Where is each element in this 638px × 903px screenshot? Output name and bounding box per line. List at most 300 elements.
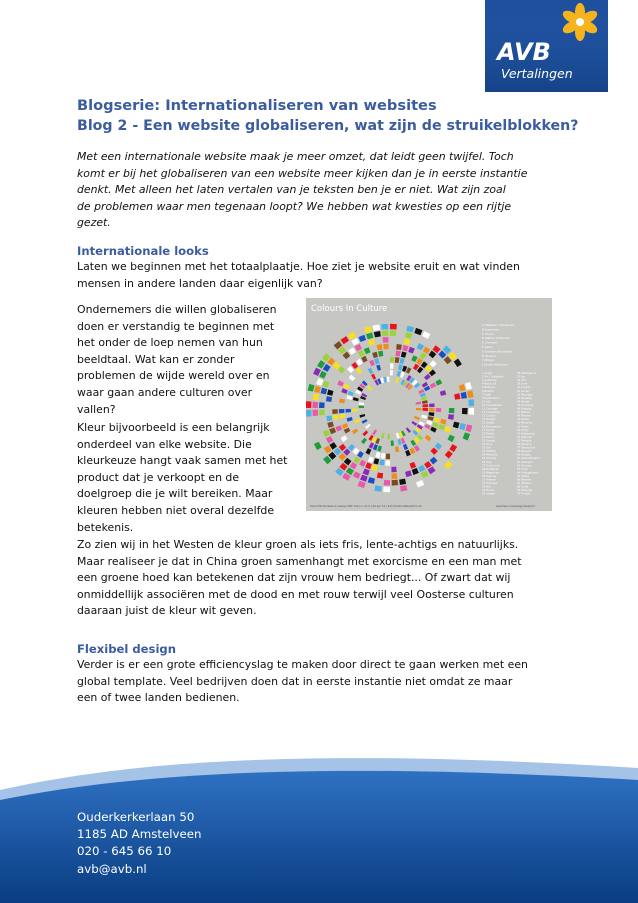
wheel-segment xyxy=(322,381,329,388)
wheel-segment xyxy=(448,435,455,442)
wheel-segment xyxy=(313,394,319,401)
wheel-segment xyxy=(395,446,399,452)
wheel-segment xyxy=(314,442,322,450)
wheel-segment xyxy=(432,345,440,353)
legend-entry: 18 Desire xyxy=(482,432,495,436)
footer-contact xyxy=(77,809,202,878)
wheel-segment xyxy=(426,420,432,425)
legend-entry: 29 Happiness xyxy=(482,471,500,475)
wheel-segment xyxy=(339,414,345,419)
wheel-segment xyxy=(371,374,376,380)
wheel-segment xyxy=(424,374,431,380)
legend-entry: 41 Luxury xyxy=(517,389,530,393)
wheel-segment xyxy=(343,383,350,389)
wheel-segment xyxy=(402,366,407,372)
wheel-segment xyxy=(374,331,381,337)
wheel-segment xyxy=(344,428,351,434)
wheel-segment xyxy=(430,427,437,433)
legend-entry: 55 Reliable xyxy=(517,439,532,443)
wheel-segment xyxy=(391,440,394,446)
wheel-segment xyxy=(358,350,365,357)
wheel-segment xyxy=(435,379,442,385)
wheel-segment xyxy=(400,372,405,378)
wheel-segment xyxy=(306,410,312,417)
figure-footer-left: David McCandless & Always With Honor | v1.0 | 04 Apr 10 | InformationIsBeautiful.net xyxy=(310,505,422,508)
wheel-segment xyxy=(329,442,337,450)
wheel-segment xyxy=(372,352,378,358)
wheel-segment xyxy=(319,402,325,408)
wheel-segment xyxy=(348,332,356,340)
wheel-segment xyxy=(410,462,417,469)
wheel-segment xyxy=(319,371,327,379)
wheel-segment xyxy=(429,360,436,367)
legend-entry: 46 Mystery xyxy=(517,407,532,411)
wheel-segment xyxy=(392,473,398,479)
wheel-segment xyxy=(422,408,428,411)
wheel-segment xyxy=(444,426,451,433)
wheel-segment xyxy=(358,335,366,342)
legend-entry: 51 Power xyxy=(517,425,529,429)
wheel-segment xyxy=(314,386,321,393)
wheel-segment xyxy=(429,408,435,412)
wheel-segment xyxy=(368,368,374,374)
wheel-segment xyxy=(425,435,432,441)
legend-entry: A Western / American xyxy=(482,323,515,327)
wheel-segment xyxy=(396,344,402,350)
wheel-segment xyxy=(440,419,446,425)
wheel-segment xyxy=(344,458,352,466)
wheel-segment xyxy=(306,401,311,408)
wheel-segment xyxy=(461,392,467,399)
wheel-segment xyxy=(454,359,462,368)
legend-entry: 34 Illness xyxy=(482,489,495,493)
wheel-segment xyxy=(361,356,367,363)
legend-entry: 9 Cold xyxy=(482,400,491,404)
legend-entry: 30 Healing xyxy=(482,474,496,478)
wheel-segment xyxy=(401,351,407,357)
wheel-segment xyxy=(449,444,457,452)
legend-entry: I African xyxy=(482,358,495,363)
legend-entry: 2 Art / Creativity xyxy=(482,375,504,379)
legend-entry: B Japanese xyxy=(482,327,499,332)
legend-entry: 24 Freedom xyxy=(482,453,498,457)
wheel-segment xyxy=(459,384,466,391)
wheel-segment xyxy=(346,395,352,400)
wheel-segment xyxy=(417,343,424,350)
wheel-segment xyxy=(402,345,408,351)
wheel-segment xyxy=(351,338,359,346)
footer xyxy=(0,750,638,903)
footer-address: Ouderkerkerlaan 50 xyxy=(77,810,195,824)
wheel-segment xyxy=(341,388,347,394)
wheel-segment xyxy=(398,364,403,370)
wheel-segment xyxy=(372,465,378,471)
wheel-segment xyxy=(335,425,342,431)
legend-entry: 63 Trust xyxy=(517,467,528,471)
wheel-segment xyxy=(338,453,346,461)
wheel-segment xyxy=(383,337,389,343)
section-flexibel-design xyxy=(77,641,577,707)
wheel-segment xyxy=(368,339,375,346)
legend-entry: 57 Repels Evil xyxy=(517,446,536,450)
legend-entry: 54 Rational xyxy=(517,435,532,439)
wheel-segment xyxy=(421,361,428,368)
legend-entry: F Asian xyxy=(482,345,493,349)
legend-entry: 64 Unhappiness xyxy=(517,471,538,475)
legend-entry: 17 Deceit xyxy=(482,428,495,432)
legend-entry: D Native American xyxy=(482,336,511,341)
page-subtitle: Blog 2 - Een website globaliseren, wat zijn de struikelblokken? xyxy=(77,118,579,134)
wheel-segment xyxy=(368,456,374,463)
avb-logo xyxy=(485,0,608,92)
wheel-segment xyxy=(362,419,368,424)
article xyxy=(77,96,577,292)
legend-entry: 53 Radicalism xyxy=(517,432,536,436)
wheel-segment xyxy=(358,481,366,488)
legend-entry: 65 Virtue xyxy=(517,474,529,478)
wheel-segment xyxy=(323,430,330,437)
section2-paragraph: Verder is er een grote efficiencyslag te maken door direct te gaan werken met een global template. Veel bedrijven doen dat in eerste instantie niet omdat ze maar een of twee landen bedienen. xyxy=(77,658,528,705)
legend-entry: 35 Insight xyxy=(482,492,495,496)
intro-paragraph: Met een internationale website maak je meer omzet, dat leidt geen twijfel. Toch komt er bij het globaliseren van een website meer kijken dan je in eerste instantie denkt. Met alleen het laten vertalen van je teksten ben je er niet. Wat zijn zoal de problemen waar men tegenaan loopt? We hebben wat kwesties op een rijtje gezet. xyxy=(77,150,528,230)
legend-entry: 14 Danger xyxy=(482,418,496,422)
wheel-segment xyxy=(429,412,435,416)
wheel-segment xyxy=(392,480,398,486)
legend-entry: 4 Bad Luck xyxy=(482,382,497,386)
wheel-segment xyxy=(348,391,354,396)
legend-entry: 27 Good Luck xyxy=(482,464,500,468)
wheel-segment xyxy=(405,332,412,339)
section1-paragraph2: Zo zien wij in het Westen de kleur groen als iets fris, lente-achtigs en natuurlijks. Maar realiseer je dat in China groen samenhangt met exorcisme en een man met een groene hoed kan betekenen dat zijn vrouw hem bedriegt... Of zwart dat wij onmiddellijk associëren met de dood en met rouw terwijl veel Oosterse culturen daaraan juist de kleur wit geven. xyxy=(77,538,522,618)
legend-entry: 37 Joy xyxy=(517,375,526,379)
wheel-segment xyxy=(422,331,430,339)
wheel-segment xyxy=(416,480,424,487)
legend-entry: 21 Envy xyxy=(482,443,493,446)
wheel-segment xyxy=(463,432,470,440)
wheel-segment xyxy=(364,326,372,333)
legend-entry: 6 Beauty xyxy=(482,389,494,393)
wheel-segment xyxy=(403,444,408,450)
logo-name: AVB xyxy=(497,38,551,66)
wheel-segment xyxy=(366,332,373,339)
wheel-segment xyxy=(377,344,383,350)
wheel-segment xyxy=(410,448,416,455)
figure-legend xyxy=(481,323,541,496)
legend-entry: 48 Passion xyxy=(517,414,531,418)
wheel-segment xyxy=(373,458,379,464)
wheel-segment xyxy=(360,475,368,482)
wheel-segment xyxy=(381,453,386,459)
wheel-segment xyxy=(421,396,427,400)
wheel-segment xyxy=(468,399,474,406)
wheel-segment xyxy=(313,368,321,376)
legend-entry: 42 Marriage xyxy=(517,393,533,397)
wheel-segment xyxy=(381,324,388,330)
logo-tagline: Vertalingen xyxy=(501,66,573,81)
legend-entry: 32 Holiness xyxy=(482,482,498,486)
legend-entry: 25 Friendly xyxy=(482,457,497,461)
wheel-segment xyxy=(411,355,417,362)
wheel-segment xyxy=(467,390,473,397)
wheel-segment xyxy=(420,352,427,359)
wheel-segment xyxy=(356,359,363,366)
legend-entry: 38 Life xyxy=(517,379,526,383)
wheel-segment xyxy=(374,358,379,364)
wheel-segment xyxy=(359,405,364,408)
legend-entry: 39 Love xyxy=(517,382,528,386)
section-title-internationale-looks: Internationale looks xyxy=(77,243,209,258)
wheel-segment xyxy=(400,485,407,491)
wheel-segment xyxy=(350,462,358,470)
wheel-segment xyxy=(421,415,427,419)
wheel-segment xyxy=(435,443,442,450)
wheel-segment xyxy=(428,416,434,421)
legend-entry: 52 Purity xyxy=(517,428,529,432)
wheel-segment xyxy=(444,461,453,470)
wheel-segment xyxy=(436,408,442,412)
wheel-segment xyxy=(308,384,315,392)
wheel-segment xyxy=(401,438,406,444)
wheel-segment xyxy=(355,344,362,351)
wheel-segment xyxy=(327,422,334,428)
wheel-segment xyxy=(362,430,368,436)
figure-footer-right: www.fee.com/design/research xyxy=(496,505,535,508)
legend-entry: 36 Intelligence xyxy=(517,372,537,375)
wheel-segment xyxy=(342,473,351,481)
legend-entry: 70 Trouble xyxy=(517,492,531,496)
column-paragraph1: Ondernemers die willen globaliseren doen er verstandig te beginnen met het onder de loep nemen van hun beeldtaal. Wat kan er zonder problemen de wijde wereld over en waar gaan andere culturen over vallen? xyxy=(77,303,277,416)
legend-entry: 5 Balance xyxy=(482,386,495,390)
column-paragraph2: Kleur bijvoorbeeld is een belangrijk onderdeel van elke website. Die kleurkeuze hangt vaak samen met het product dat je verkoopt en de doelgroep die je wilt bereiken. Maar kleuren hebben niet overal dezelfde betekenis. xyxy=(77,421,288,534)
wheel-segment xyxy=(347,366,354,373)
wheel-segment xyxy=(324,446,332,454)
wheel-segment xyxy=(326,436,333,443)
legend-entry: 50 Penance xyxy=(517,421,533,425)
wheel-segment xyxy=(430,382,437,388)
wheel-segment xyxy=(327,390,333,396)
wheel-segment xyxy=(385,460,390,466)
wheel-segment xyxy=(429,351,437,359)
legend-entry: 10 Compassion xyxy=(482,403,502,407)
wheel-segment xyxy=(341,336,350,344)
legend-entry: 43 Modesty xyxy=(517,396,533,400)
legend-entry: 3 Authority xyxy=(482,379,497,383)
wheel-segment xyxy=(383,377,386,383)
legend-entry: J South American xyxy=(482,362,508,367)
wheel-segment xyxy=(316,378,323,386)
wheel-segment xyxy=(347,417,353,422)
wheel-segment xyxy=(469,408,475,415)
wheel-segment xyxy=(342,423,348,429)
wheel-segment xyxy=(364,347,371,354)
wheel-segment xyxy=(416,358,423,365)
legend-entry: 40 Loyalty xyxy=(517,386,531,390)
wheel-segment xyxy=(405,470,412,477)
wheel-segment xyxy=(379,459,384,465)
wheel-segment xyxy=(406,427,411,433)
wheel-segment xyxy=(395,377,399,383)
wheel-segment xyxy=(405,450,411,456)
legend-entry: 22 Evil xyxy=(482,446,491,450)
colour-wheel xyxy=(306,324,474,492)
wheel-segment xyxy=(365,462,372,469)
wheel-segment xyxy=(430,457,438,465)
wheel-segment xyxy=(454,393,460,399)
wheel-segment xyxy=(374,485,381,491)
legend-entry: E Chinese xyxy=(482,340,497,345)
wheel-segment xyxy=(423,347,431,355)
wheel-segment xyxy=(424,424,430,429)
wheel-segment xyxy=(395,357,400,363)
wheel-segment xyxy=(312,410,318,416)
wheel-segment xyxy=(429,369,436,376)
wheel-segment xyxy=(412,468,419,475)
wheel-segment xyxy=(375,452,380,458)
wheel-segment xyxy=(368,477,375,484)
wheel-segment xyxy=(345,409,351,413)
wheel-segment xyxy=(400,358,405,364)
wheel-segment xyxy=(406,326,414,333)
wheel-segment xyxy=(359,402,365,405)
wheel-segment xyxy=(341,435,348,442)
legend-entry: 16 Decadence xyxy=(482,425,501,429)
wheel-segment xyxy=(390,324,397,330)
legend-entry: 23 Fertility xyxy=(482,450,496,454)
wheel-segment xyxy=(425,365,432,372)
legend-entry: 26 Gay xyxy=(482,460,492,464)
wheel-segment xyxy=(390,363,394,369)
legend-entry: C Hindu xyxy=(482,331,494,336)
wheel-segment xyxy=(440,390,446,396)
wheel-segment xyxy=(339,444,346,451)
wheel-segment xyxy=(372,429,377,435)
wheel-segment xyxy=(332,409,338,414)
wheel-segment xyxy=(365,448,371,455)
wheel-segment xyxy=(317,360,325,369)
wheel-center xyxy=(368,386,412,430)
wheel-segment xyxy=(424,461,432,469)
wheel-segment xyxy=(333,362,341,370)
wheel-segment xyxy=(448,414,454,420)
wheel-segment xyxy=(390,330,396,336)
wheel-segment xyxy=(434,418,440,423)
wheel-segment xyxy=(377,446,382,452)
wheel-segment xyxy=(386,454,390,460)
wheel-segment xyxy=(391,467,396,473)
wheel-segment xyxy=(363,469,370,476)
wheel-segment xyxy=(428,466,436,474)
wheel-segment xyxy=(343,448,350,455)
wheel-segment xyxy=(349,375,356,381)
legend-entry: 33 Hot xyxy=(482,485,491,489)
wheel-segment xyxy=(414,416,420,420)
wheel-segment xyxy=(462,408,468,414)
wheel-segment xyxy=(384,480,390,486)
wheel-segment xyxy=(377,472,383,478)
wheel-segment xyxy=(376,365,381,371)
wheel-segment xyxy=(395,351,400,357)
wheel-segment xyxy=(387,434,390,439)
legend-entry: 8 Celebration xyxy=(482,396,500,400)
legend-entry: 47 Nature xyxy=(517,411,530,415)
legend-entry: 59 Royalty xyxy=(517,453,531,457)
wheel-segment xyxy=(352,448,359,455)
wheel-segment xyxy=(465,382,472,390)
wheel-segment xyxy=(353,457,360,464)
legend-entry: 62 Success xyxy=(517,464,532,468)
legend-entry: 19 Earthy xyxy=(482,435,495,439)
wheel-segment xyxy=(422,404,428,407)
legend-entry: 61 Strength xyxy=(517,460,533,464)
wheel-segment xyxy=(416,408,421,411)
footer-phone[interactable]: 020 - 645 66 10 xyxy=(77,844,172,859)
legend-entry: 58 Respect xyxy=(517,450,532,454)
wheel-segment xyxy=(351,362,358,369)
wheel-segment xyxy=(383,344,388,350)
footer-email[interactable]: avb@avb.nl xyxy=(77,861,147,876)
wheel-segment xyxy=(365,424,371,429)
wheel-segment xyxy=(369,442,374,448)
wheel-segment xyxy=(372,324,379,330)
wheel-segment xyxy=(369,360,375,366)
wheel-segment xyxy=(326,396,332,402)
wheel-segment xyxy=(465,424,472,432)
wheel-segment xyxy=(422,400,428,404)
legend-entry: 68 Youth xyxy=(517,485,529,489)
wheel-segment xyxy=(352,409,358,412)
wheel-segment xyxy=(359,414,365,418)
wheel-segment xyxy=(352,428,358,434)
legend-entry: 7 Calm xyxy=(482,393,492,397)
legend-entry: 20 Energy xyxy=(482,439,496,443)
wheel-segment xyxy=(339,409,345,413)
wheel-segment xyxy=(418,465,425,472)
wheel-segment xyxy=(326,416,332,422)
legend-entry: 56 Religion xyxy=(517,443,532,446)
wheel-segment xyxy=(348,444,355,451)
wheel-segment xyxy=(397,371,401,377)
wheel-segment xyxy=(378,351,383,357)
wheel-segment xyxy=(339,399,345,404)
wheel-segment xyxy=(399,479,406,485)
wheel-segment xyxy=(381,433,385,439)
legend-entry: 31 Heaven xyxy=(482,478,497,482)
wheel-segment xyxy=(353,397,359,401)
wheel-segment xyxy=(359,460,366,467)
wheel-segment xyxy=(459,423,466,430)
wheel-segment xyxy=(430,447,437,454)
wheel-segment xyxy=(353,471,361,479)
wheel-segment xyxy=(354,419,360,424)
wheel-segment xyxy=(408,347,415,354)
legend-entry: 67 Wisdom xyxy=(517,482,532,486)
wheel-segment xyxy=(321,388,328,395)
wheel-segment xyxy=(390,357,394,363)
legend-entry: 60 Self-cultivation xyxy=(517,457,541,461)
wheel-segment xyxy=(333,415,339,420)
wheel-segment xyxy=(329,428,336,435)
wheel-segment xyxy=(361,438,367,444)
wheel-segment xyxy=(373,444,378,450)
legend-entry: 13 Cruelty xyxy=(482,414,496,418)
wheel-segment xyxy=(421,471,429,479)
wheel-segment xyxy=(449,408,455,413)
wheel-segment xyxy=(438,424,445,430)
page-title: Blogserie: Internationaliseren van websites xyxy=(77,97,437,114)
legend-entry: 15 Death xyxy=(482,421,494,425)
wheel-segment xyxy=(432,422,438,428)
wheel-segment xyxy=(357,451,364,458)
